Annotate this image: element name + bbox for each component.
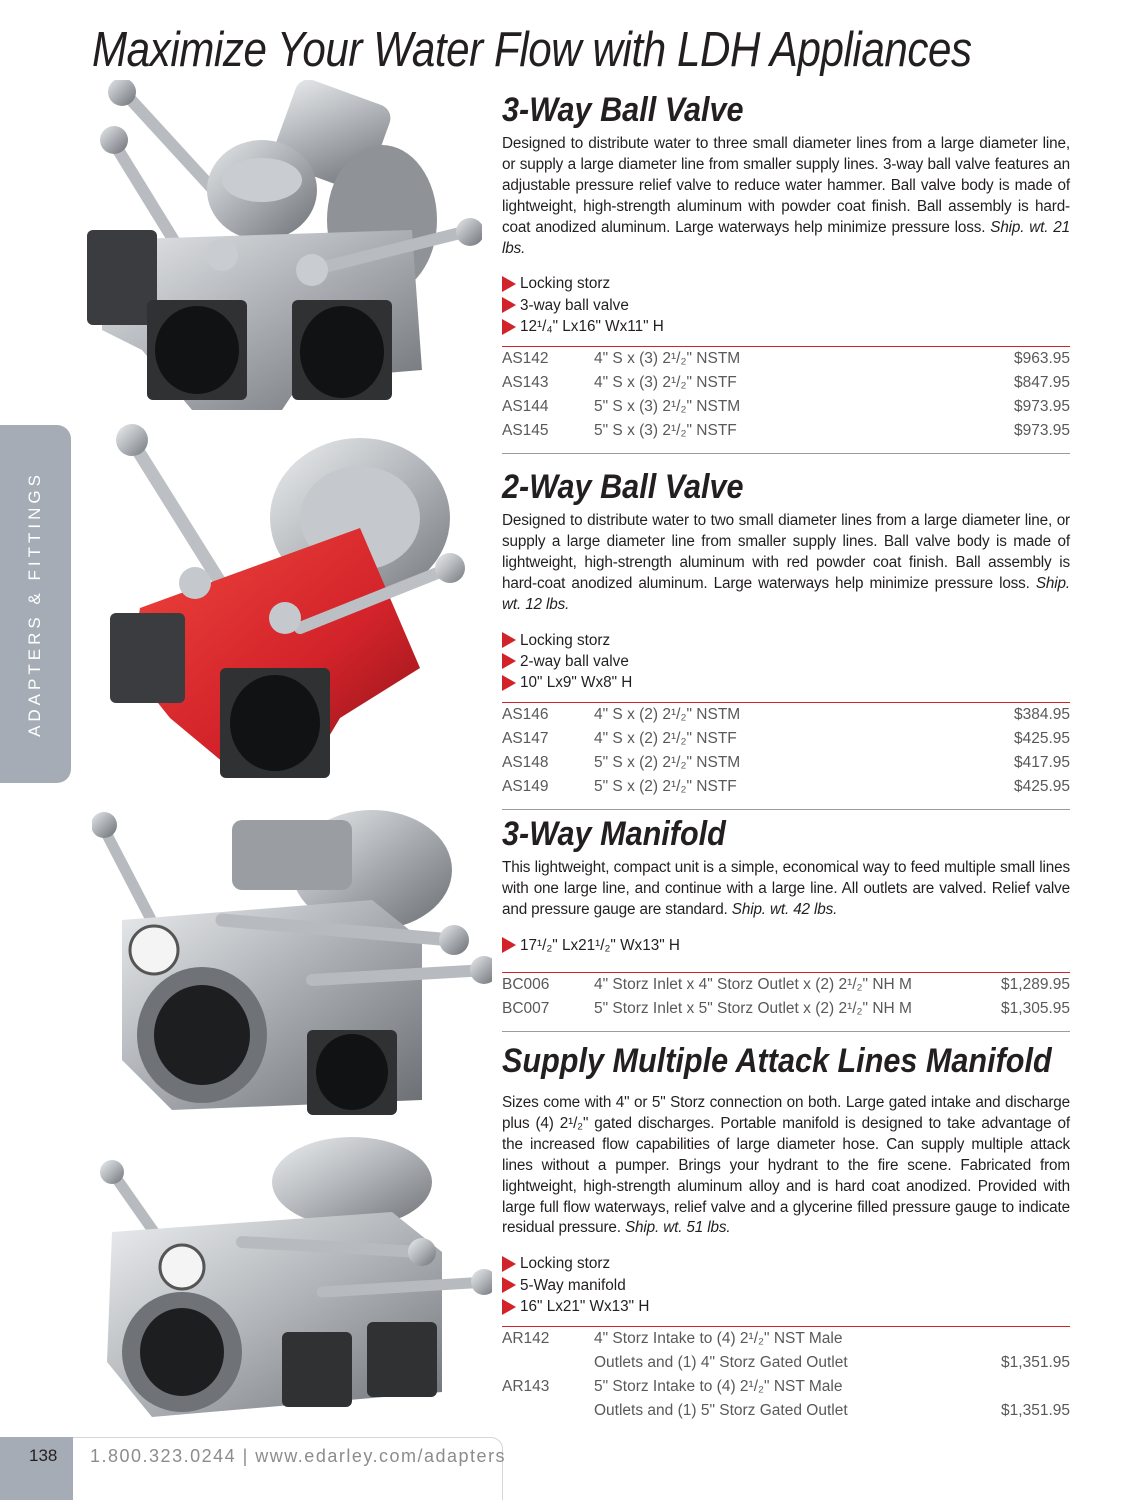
feature-list [502, 630, 1070, 694]
feature-item: 2-way ball valve [502, 651, 1070, 672]
triangle-bullet-icon [502, 632, 516, 648]
table-row: BC007 5" Storz Inlet x 5" Storz Outlet x (2) 2¹/₂" NH M $1,305.95 [502, 1000, 1070, 1018]
photo-2-way-ball-valve [110, 418, 480, 808]
table-row: AS145 5" S x (3) 2¹/₂" NSTF $973.95 [502, 422, 1070, 440]
photo-3-way-manifold [92, 800, 492, 1120]
feature-item: Locking storz [502, 630, 1070, 651]
triangle-bullet-icon [502, 937, 516, 953]
table-row: AS143 4" S x (3) 2¹/₂" NSTF $847.95 [502, 374, 1070, 392]
product-description: Sizes come with 4" or 5" Storz connection on both. Large gated intake and discharge plus (4) 2¹/₂" gated discharges. Portable manifold is designed to take advantage of the increased flow capabilities of large diameter hose. Can supply multiple attack lines without a pumper. Brings your hydrant to the fire scene. Fabricated from lightweight, high-strength aluminum alloy and is hard coat anodized. Provided with large full flow waterways, relief valve and a glycerine filled pressure gauge to indicate residual pressure. Ship. wt. 51 lbs. [502, 1094, 1070, 1237]
footer-contact: 1.800.323.0244 | www.edarley.com/adapters [90, 1446, 507, 1466]
feature-item: Locking storz [502, 273, 1070, 294]
side-tab-label: ADAPTERS & FITTINGS [25, 471, 44, 737]
triangle-bullet-icon [502, 319, 516, 335]
triangle-bullet-icon [502, 276, 516, 292]
price-table [502, 1326, 1070, 1433]
triangle-bullet-icon [502, 297, 516, 313]
table-row: AS144 5" S x (3) 2¹/₂" NSTM $973.95 [502, 398, 1070, 416]
product-description: Designed to distribute water to three small diameter lines from a large diameter line, or supply a large diameter line from smaller supply lines. 3-way ball valve features an adjustable pressure relief valve to reduce water hammer. Ball valve body is made of lightweight, high-strength aluminum with powder coat finish. Ball assembly is hard-coat anodized aluminum. Large waterways help minimize pressure loss. Ship. wt. 21 lbs. [502, 135, 1070, 257]
feature-list [502, 935, 1070, 956]
section-attack-lines-manifold [502, 1041, 1070, 1433]
table-row: BC006 4" Storz Inlet x 4" Storz Outlet x (2) 2¹/₂" NH M $1,289.95 [502, 976, 1070, 994]
table-row: AR143 5" Storz Intake to (4) 2¹/₂" NST Male [502, 1378, 843, 1396]
feature-list [502, 273, 1070, 337]
table-row: Outlets and (1) 5" Storz Gated Outlet $1,351.95 [594, 1402, 1070, 1420]
table-row: AS146 4" S x (2) 2¹/₂" NSTM $384.95 [502, 706, 1070, 724]
ship-weight: Ship. wt. 42 lbs. [731, 900, 838, 918]
price-table [502, 346, 1070, 454]
ship-weight: Ship. wt. 51 lbs. [625, 1219, 731, 1237]
feature-item: 16" Lx21" Wx13" H [502, 1296, 1070, 1317]
price-table [502, 702, 1070, 810]
feature-item: 17¹/₂" Lx21¹/₂" Wx13" H [502, 935, 1070, 956]
triangle-bullet-icon [502, 653, 516, 669]
price-table [502, 972, 1070, 1032]
feature-item: 12¹/₄" Lx16" Wx11" H [502, 316, 1070, 337]
section-title: 2-Way Ball Valve [502, 468, 744, 506]
triangle-bullet-icon [502, 1299, 516, 1315]
feature-item: 3-way ball valve [502, 295, 1070, 316]
ship-weight: Ship. wt. 21 lbs. [502, 218, 1070, 257]
feature-item: 5-Way manifold [502, 1275, 1070, 1296]
section-3-way-manifold [502, 814, 1070, 1032]
section-3-way-ball-valve [502, 90, 1070, 454]
section-title: 3-Way Ball Valve [502, 91, 744, 129]
feature-list [502, 1253, 1070, 1317]
triangle-bullet-icon [502, 1256, 516, 1272]
page-title: Maximize Your Water Flow with LDH Appliances [92, 23, 972, 77]
table-row: AR142 4" Storz Intake to (4) 2¹/₂" NST Male [502, 1330, 843, 1348]
section-2-way-ball-valve [502, 467, 1070, 810]
photo-attack-lines-manifold [92, 1132, 492, 1432]
product-description: This lightweight, compact unit is a simple, economical way to feed multiple small lines with one large line, and continue with a large line. All outlets are valved. Relief valve and pressure gauge are standard. Ship. wt. 42 lbs. [502, 859, 1070, 918]
table-row: AS142 4" S x (3) 2¹/₂" NSTM $963.95 [502, 350, 1070, 368]
triangle-bullet-icon [502, 675, 516, 691]
triangle-bullet-icon [502, 1277, 516, 1293]
feature-item: 10" Lx9" Wx8" H [502, 672, 1070, 693]
table-row: AS147 4" S x (2) 2¹/₂" NSTF $425.95 [502, 730, 1070, 748]
table-row: AS148 5" S x (2) 2¹/₂" NSTM $417.95 [502, 754, 1070, 772]
product-description: Designed to distribute water to two small diameter lines from a large diameter line, or supply a large diameter line from smaller supply lines. Ball valve body is made of lightweight, high-strength aluminum with red powder coat finish. Ball assembly is hard-coat anodized aluminum. Large waterways help minimize pressure loss. Ship. wt. 12 lbs. [502, 512, 1070, 613]
table-row: Outlets and (1) 4" Storz Gated Outlet $1,351.95 [594, 1354, 1070, 1372]
table-row: AS149 5" S x (2) 2¹/₂" NSTF $425.95 [502, 778, 1070, 796]
section-title: Supply Multiple Attack Lines Manifold [502, 1042, 1052, 1080]
page-number: 138 [29, 1446, 58, 1465]
ship-weight: Ship. wt. 12 lbs. [502, 574, 1070, 613]
section-title: 3-Way Manifold [502, 815, 726, 853]
feature-item: Locking storz [502, 1253, 1070, 1274]
photo-3-way-ball-valve [82, 80, 482, 450]
